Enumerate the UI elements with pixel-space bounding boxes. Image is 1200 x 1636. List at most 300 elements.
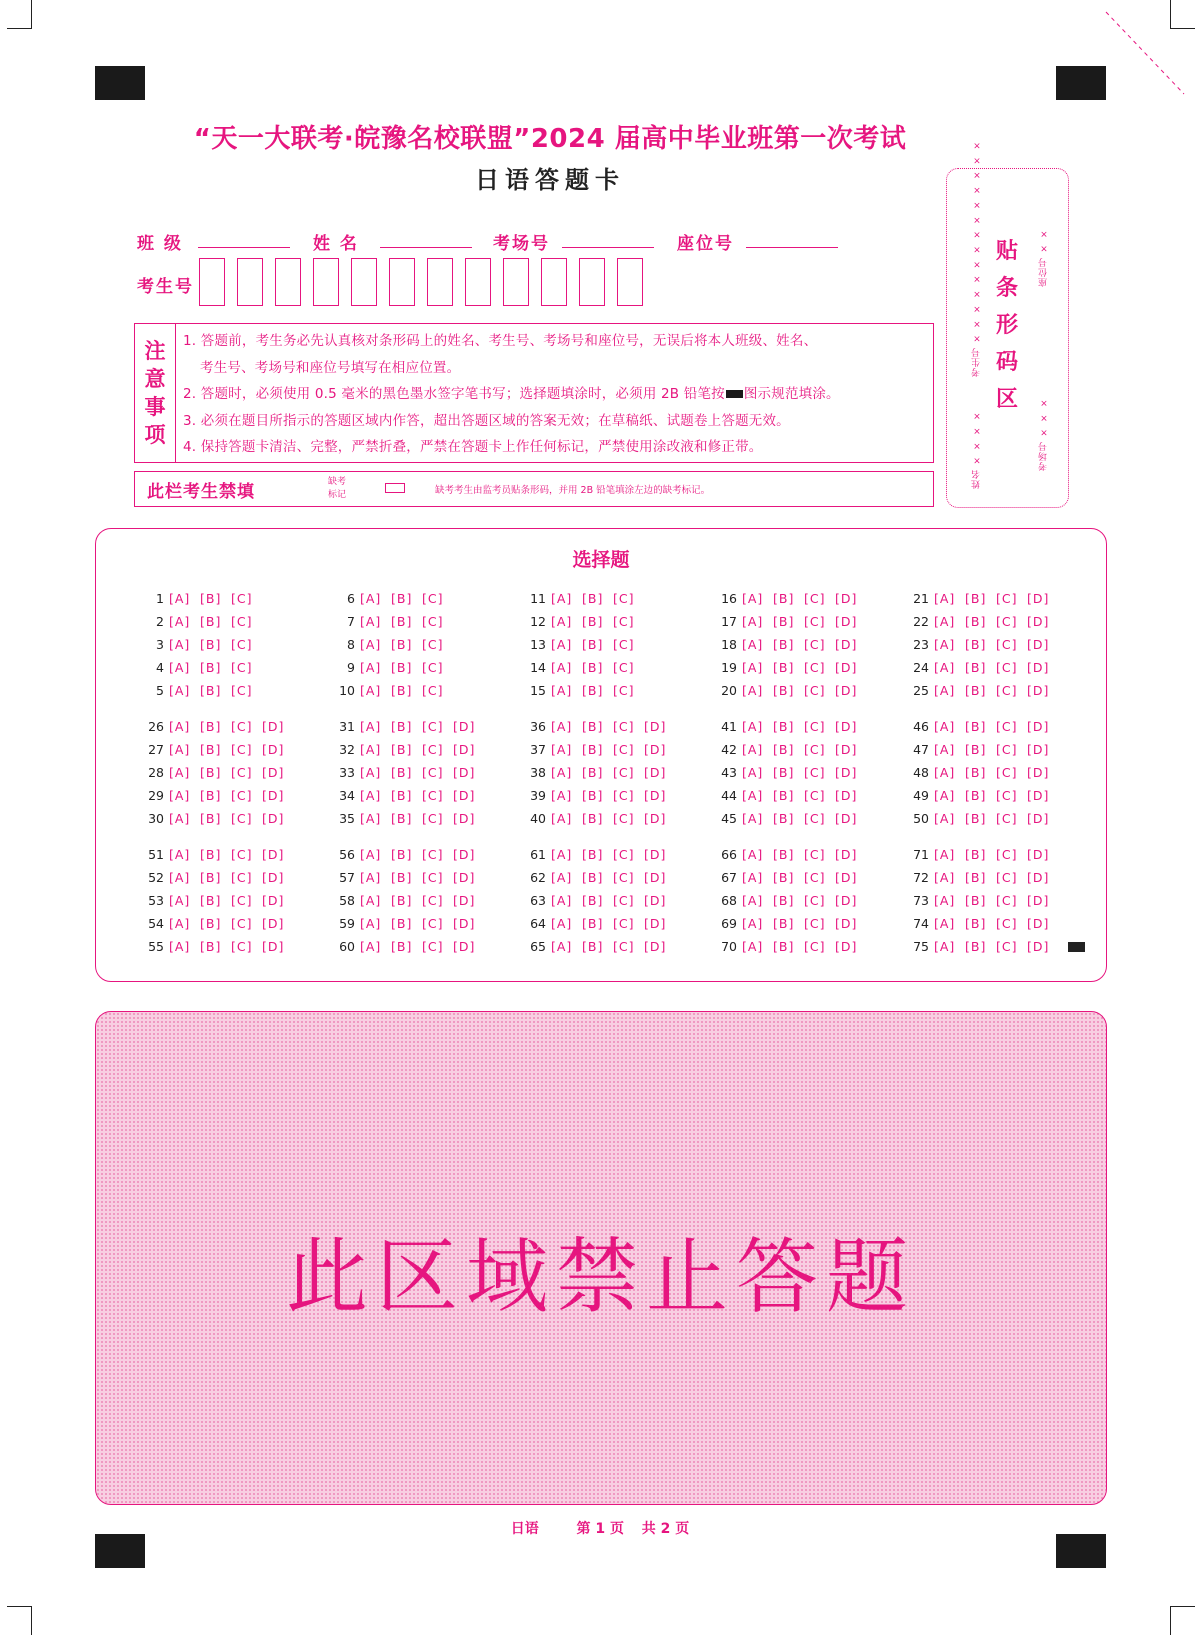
answer-bubble[interactable]: [C] bbox=[231, 788, 253, 803]
answer-bubble[interactable]: [D] bbox=[262, 893, 285, 908]
answer-bubble[interactable]: [A] bbox=[551, 939, 573, 954]
answer-bubble[interactable]: [B] bbox=[773, 847, 795, 862]
answer-bubble[interactable]: [D] bbox=[835, 683, 858, 698]
class-field[interactable] bbox=[198, 247, 290, 248]
answer-bubble[interactable]: [C] bbox=[231, 916, 253, 931]
answer-bubble[interactable]: [C] bbox=[613, 870, 635, 885]
answer-bubble[interactable]: [C] bbox=[613, 765, 635, 780]
answer-bubble[interactable]: [C] bbox=[231, 939, 253, 954]
room-field[interactable] bbox=[562, 247, 654, 248]
answer-bubble[interactable]: [A] bbox=[934, 847, 956, 862]
answer-bubble[interactable]: [D] bbox=[644, 811, 667, 826]
answer-bubble[interactable]: [D] bbox=[1027, 916, 1050, 931]
answer-bubble[interactable]: [B] bbox=[965, 870, 987, 885]
answer-bubble[interactable]: [C] bbox=[996, 660, 1018, 675]
answer-bubble[interactable]: [A] bbox=[360, 847, 382, 862]
answer-bubble[interactable]: [C] bbox=[804, 660, 826, 675]
answer-bubble[interactable]: [A] bbox=[742, 870, 764, 885]
answer-bubble[interactable]: [A] bbox=[169, 742, 191, 757]
answer-bubble[interactable]: [A] bbox=[742, 614, 764, 629]
answer-bubble[interactable]: [C] bbox=[613, 811, 635, 826]
answer-bubble[interactable]: [D] bbox=[1027, 614, 1050, 629]
answer-bubble[interactable]: [B] bbox=[582, 870, 604, 885]
answer-bubble[interactable]: [C] bbox=[613, 847, 635, 862]
answer-bubble[interactable]: [D] bbox=[835, 939, 858, 954]
answer-bubble[interactable]: [A] bbox=[934, 683, 956, 698]
answer-bubble[interactable]: [B] bbox=[773, 683, 795, 698]
answer-bubble[interactable]: [A] bbox=[360, 811, 382, 826]
answer-bubble[interactable]: [A] bbox=[169, 591, 191, 606]
answer-bubble[interactable]: [D] bbox=[835, 719, 858, 734]
answer-bubble[interactable]: [B] bbox=[965, 939, 987, 954]
answer-bubble[interactable]: [A] bbox=[742, 893, 764, 908]
answer-bubble[interactable]: [A] bbox=[360, 939, 382, 954]
answer-bubble[interactable]: [D] bbox=[644, 765, 667, 780]
answer-bubble[interactable]: [D] bbox=[835, 765, 858, 780]
answer-bubble[interactable]: [B] bbox=[773, 788, 795, 803]
answer-bubble[interactable]: [C] bbox=[231, 870, 253, 885]
answer-bubble[interactable]: [C] bbox=[422, 637, 444, 652]
answer-bubble[interactable]: [C] bbox=[422, 870, 444, 885]
answer-bubble[interactable]: [B] bbox=[773, 614, 795, 629]
answer-bubble[interactable]: [D] bbox=[262, 788, 285, 803]
answer-bubble[interactable]: [C] bbox=[996, 719, 1018, 734]
answer-bubble[interactable]: [D] bbox=[644, 939, 667, 954]
answer-bubble[interactable]: [A] bbox=[360, 719, 382, 734]
answer-bubble[interactable]: [A] bbox=[551, 719, 573, 734]
exam-number-digit-box[interactable] bbox=[617, 258, 643, 306]
answer-bubble[interactable]: [A] bbox=[742, 591, 764, 606]
answer-bubble[interactable]: [C] bbox=[422, 742, 444, 757]
answer-bubble[interactable]: [B] bbox=[391, 591, 413, 606]
answer-bubble[interactable]: [C] bbox=[996, 614, 1018, 629]
answer-bubble[interactable]: [B] bbox=[773, 765, 795, 780]
answer-bubble[interactable]: [A] bbox=[742, 811, 764, 826]
answer-bubble[interactable]: [B] bbox=[773, 870, 795, 885]
answer-bubble[interactable]: [C] bbox=[422, 614, 444, 629]
answer-bubble[interactable]: [B] bbox=[582, 637, 604, 652]
answer-bubble[interactable]: [C] bbox=[231, 683, 253, 698]
answer-bubble[interactable]: [A] bbox=[934, 893, 956, 908]
answer-bubble[interactable]: [C] bbox=[804, 847, 826, 862]
answer-bubble[interactable]: [B] bbox=[582, 765, 604, 780]
answer-bubble[interactable]: [B] bbox=[391, 916, 413, 931]
answer-bubble[interactable]: [D] bbox=[453, 870, 476, 885]
answer-bubble[interactable]: [B] bbox=[391, 614, 413, 629]
answer-bubble[interactable]: [A] bbox=[742, 660, 764, 675]
answer-bubble[interactable]: [B] bbox=[391, 660, 413, 675]
answer-bubble[interactable]: [C] bbox=[422, 765, 444, 780]
answer-bubble[interactable]: [B] bbox=[391, 811, 413, 826]
answer-bubble[interactable]: [C] bbox=[231, 742, 253, 757]
answer-bubble[interactable]: [B] bbox=[200, 893, 222, 908]
answer-bubble[interactable]: [B] bbox=[391, 870, 413, 885]
exam-number-digit-box[interactable] bbox=[427, 258, 453, 306]
answer-bubble[interactable]: [A] bbox=[169, 788, 191, 803]
answer-bubble[interactable]: [A] bbox=[742, 788, 764, 803]
answer-bubble[interactable]: [A] bbox=[934, 939, 956, 954]
answer-bubble[interactable]: [C] bbox=[422, 916, 444, 931]
answer-bubble[interactable]: [A] bbox=[551, 660, 573, 675]
answer-bubble[interactable]: [C] bbox=[422, 893, 444, 908]
answer-bubble[interactable]: [A] bbox=[169, 847, 191, 862]
answer-bubble[interactable]: [B] bbox=[582, 614, 604, 629]
answer-bubble[interactable]: [C] bbox=[804, 870, 826, 885]
answer-bubble[interactable]: [A] bbox=[934, 660, 956, 675]
answer-bubble[interactable]: [C] bbox=[422, 939, 444, 954]
answer-bubble[interactable]: [D] bbox=[262, 811, 285, 826]
answer-bubble[interactable]: [B] bbox=[200, 683, 222, 698]
answer-bubble[interactable]: [B] bbox=[582, 788, 604, 803]
exam-number-digit-box[interactable] bbox=[199, 258, 225, 306]
answer-bubble[interactable]: [C] bbox=[613, 719, 635, 734]
answer-bubble[interactable]: [D] bbox=[262, 939, 285, 954]
answer-bubble[interactable]: [D] bbox=[644, 742, 667, 757]
answer-bubble[interactable]: [B] bbox=[200, 719, 222, 734]
answer-bubble[interactable]: [A] bbox=[551, 916, 573, 931]
answer-bubble[interactable]: [A] bbox=[169, 939, 191, 954]
answer-bubble[interactable]: [B] bbox=[391, 742, 413, 757]
answer-bubble[interactable]: [A] bbox=[360, 916, 382, 931]
answer-bubble[interactable]: [A] bbox=[742, 742, 764, 757]
answer-bubble[interactable]: [D] bbox=[1027, 765, 1050, 780]
answer-bubble[interactable]: [D] bbox=[453, 765, 476, 780]
answer-bubble[interactable]: [D] bbox=[262, 870, 285, 885]
answer-bubble[interactable]: [B] bbox=[773, 939, 795, 954]
answer-bubble[interactable]: [A] bbox=[360, 660, 382, 675]
answer-bubble[interactable]: [B] bbox=[200, 660, 222, 675]
answer-bubble[interactable]: [D] bbox=[262, 765, 285, 780]
answer-bubble[interactable]: [D] bbox=[262, 742, 285, 757]
answer-bubble[interactable]: [C] bbox=[613, 683, 635, 698]
answer-bubble[interactable]: [C] bbox=[231, 614, 253, 629]
answer-bubble[interactable]: [C] bbox=[613, 591, 635, 606]
answer-bubble[interactable]: [D] bbox=[835, 893, 858, 908]
answer-bubble[interactable]: [A] bbox=[360, 893, 382, 908]
answer-bubble[interactable]: [C] bbox=[422, 811, 444, 826]
exam-number-digit-box[interactable] bbox=[275, 258, 301, 306]
answer-bubble[interactable]: [A] bbox=[551, 893, 573, 908]
answer-bubble[interactable]: [C] bbox=[996, 637, 1018, 652]
answer-bubble[interactable]: [D] bbox=[644, 916, 667, 931]
answer-bubble[interactable]: [D] bbox=[835, 614, 858, 629]
answer-bubble[interactable]: [B] bbox=[965, 811, 987, 826]
answer-bubble[interactable]: [C] bbox=[996, 591, 1018, 606]
answer-bubble[interactable]: [D] bbox=[1027, 719, 1050, 734]
answer-bubble[interactable]: [B] bbox=[773, 719, 795, 734]
answer-bubble[interactable]: [D] bbox=[1027, 893, 1050, 908]
answer-bubble[interactable]: [B] bbox=[200, 788, 222, 803]
answer-bubble[interactable]: [A] bbox=[934, 870, 956, 885]
answer-bubble[interactable]: [D] bbox=[644, 719, 667, 734]
answer-bubble[interactable]: [C] bbox=[613, 637, 635, 652]
answer-bubble[interactable]: [B] bbox=[965, 893, 987, 908]
answer-bubble[interactable]: [A] bbox=[169, 916, 191, 931]
answer-bubble[interactable]: [D] bbox=[453, 719, 476, 734]
answer-bubble[interactable]: [D] bbox=[1027, 811, 1050, 826]
answer-bubble[interactable]: [B] bbox=[391, 788, 413, 803]
answer-bubble[interactable]: [C] bbox=[804, 683, 826, 698]
answer-bubble[interactable]: [C] bbox=[613, 788, 635, 803]
answer-bubble[interactable]: [A] bbox=[169, 811, 191, 826]
answer-bubble[interactable]: [B] bbox=[965, 637, 987, 652]
answer-bubble[interactable]: [D] bbox=[262, 847, 285, 862]
answer-bubble[interactable]: [A] bbox=[360, 742, 382, 757]
exam-number-digit-box[interactable] bbox=[541, 258, 567, 306]
exam-number-digit-box[interactable] bbox=[579, 258, 605, 306]
answer-bubble[interactable]: [D] bbox=[644, 847, 667, 862]
answer-bubble[interactable]: [B] bbox=[582, 683, 604, 698]
answer-bubble[interactable]: [A] bbox=[360, 870, 382, 885]
answer-bubble[interactable]: [A] bbox=[742, 683, 764, 698]
answer-bubble[interactable]: [C] bbox=[804, 765, 826, 780]
answer-bubble[interactable]: [C] bbox=[804, 742, 826, 757]
answer-bubble[interactable]: [C] bbox=[231, 811, 253, 826]
answer-bubble[interactable]: [B] bbox=[200, 591, 222, 606]
answer-bubble[interactable]: [A] bbox=[934, 591, 956, 606]
answer-bubble[interactable]: [C] bbox=[996, 939, 1018, 954]
exam-number-digit-box[interactable] bbox=[351, 258, 377, 306]
answer-bubble[interactable]: [A] bbox=[169, 683, 191, 698]
answer-bubble[interactable]: [B] bbox=[965, 719, 987, 734]
answer-bubble[interactable]: [D] bbox=[835, 591, 858, 606]
absent-mark-bubble[interactable] bbox=[385, 483, 405, 493]
answer-bubble[interactable]: [C] bbox=[996, 788, 1018, 803]
answer-bubble[interactable]: [B] bbox=[391, 683, 413, 698]
answer-bubble[interactable]: [D] bbox=[1027, 660, 1050, 675]
answer-bubble[interactable]: [B] bbox=[200, 811, 222, 826]
answer-bubble[interactable]: [C] bbox=[804, 916, 826, 931]
answer-bubble[interactable]: [D] bbox=[835, 916, 858, 931]
answer-bubble[interactable]: [A] bbox=[934, 765, 956, 780]
answer-bubble[interactable]: [C] bbox=[996, 847, 1018, 862]
answer-bubble[interactable]: [D] bbox=[1027, 683, 1050, 698]
answer-bubble[interactable]: [C] bbox=[613, 742, 635, 757]
answer-bubble[interactable]: [B] bbox=[773, 893, 795, 908]
answer-bubble[interactable]: [A] bbox=[169, 893, 191, 908]
answer-bubble[interactable]: [C] bbox=[422, 719, 444, 734]
answer-bubble[interactable]: [C] bbox=[422, 788, 444, 803]
answer-bubble[interactable]: [A] bbox=[360, 683, 382, 698]
answer-bubble[interactable]: [B] bbox=[582, 916, 604, 931]
answer-bubble[interactable]: [D] bbox=[835, 660, 858, 675]
answer-bubble[interactable]: [D] bbox=[835, 742, 858, 757]
answer-bubble[interactable]: [B] bbox=[391, 847, 413, 862]
answer-bubble[interactable]: [D] bbox=[644, 870, 667, 885]
answer-bubble[interactable]: [C] bbox=[996, 916, 1018, 931]
answer-bubble[interactable]: [C] bbox=[613, 614, 635, 629]
answer-bubble[interactable]: [D] bbox=[453, 742, 476, 757]
answer-bubble[interactable]: [B] bbox=[773, 811, 795, 826]
answer-bubble[interactable]: [A] bbox=[551, 614, 573, 629]
answer-bubble[interactable]: [B] bbox=[965, 614, 987, 629]
answer-bubble[interactable]: [D] bbox=[262, 719, 285, 734]
answer-bubble[interactable]: [B] bbox=[773, 591, 795, 606]
answer-bubble[interactable]: [A] bbox=[551, 788, 573, 803]
answer-bubble[interactable]: [A] bbox=[934, 916, 956, 931]
answer-bubble[interactable]: [D] bbox=[1027, 637, 1050, 652]
answer-bubble[interactable]: [C] bbox=[804, 811, 826, 826]
answer-bubble[interactable]: [C] bbox=[804, 893, 826, 908]
answer-bubble[interactable]: [B] bbox=[582, 719, 604, 734]
answer-bubble[interactable]: [B] bbox=[965, 742, 987, 757]
answer-bubble[interactable]: [B] bbox=[582, 939, 604, 954]
answer-bubble[interactable]: [A] bbox=[551, 811, 573, 826]
answer-bubble[interactable]: [B] bbox=[582, 847, 604, 862]
answer-bubble[interactable]: [C] bbox=[231, 893, 253, 908]
answer-bubble[interactable]: [C] bbox=[996, 683, 1018, 698]
answer-bubble[interactable]: [B] bbox=[965, 788, 987, 803]
answer-bubble[interactable]: [D] bbox=[835, 811, 858, 826]
answer-bubble[interactable]: [B] bbox=[582, 811, 604, 826]
answer-bubble[interactable]: [D] bbox=[835, 637, 858, 652]
answer-bubble[interactable]: [D] bbox=[453, 939, 476, 954]
answer-bubble[interactable]: [D] bbox=[1027, 870, 1050, 885]
answer-bubble[interactable]: [A] bbox=[551, 847, 573, 862]
answer-bubble[interactable]: [A] bbox=[551, 742, 573, 757]
answer-bubble[interactable]: [C] bbox=[804, 614, 826, 629]
answer-bubble[interactable]: [B] bbox=[582, 893, 604, 908]
answer-bubble[interactable]: [B] bbox=[200, 916, 222, 931]
answer-bubble[interactable]: [C] bbox=[996, 811, 1018, 826]
answer-bubble[interactable]: [B] bbox=[965, 591, 987, 606]
answer-bubble[interactable]: [D] bbox=[644, 788, 667, 803]
answer-bubble[interactable]: [B] bbox=[200, 939, 222, 954]
answer-bubble[interactable]: [B] bbox=[582, 591, 604, 606]
answer-bubble[interactable]: [C] bbox=[804, 939, 826, 954]
answer-bubble[interactable]: [A] bbox=[934, 742, 956, 757]
answer-bubble[interactable]: [B] bbox=[582, 660, 604, 675]
answer-bubble[interactable]: [A] bbox=[551, 765, 573, 780]
answer-bubble[interactable]: [D] bbox=[835, 788, 858, 803]
answer-bubble[interactable]: [A] bbox=[551, 870, 573, 885]
answer-bubble[interactable]: [B] bbox=[391, 765, 413, 780]
answer-bubble[interactable]: [C] bbox=[231, 719, 253, 734]
answer-bubble[interactable]: [A] bbox=[551, 591, 573, 606]
exam-number-digit-box[interactable] bbox=[465, 258, 491, 306]
answer-bubble[interactable]: [A] bbox=[360, 591, 382, 606]
answer-bubble[interactable]: [A] bbox=[742, 916, 764, 931]
answer-bubble[interactable]: [B] bbox=[582, 742, 604, 757]
answer-bubble[interactable]: [B] bbox=[391, 893, 413, 908]
answer-bubble[interactable]: [C] bbox=[804, 719, 826, 734]
answer-bubble[interactable]: [B] bbox=[200, 870, 222, 885]
seat-field[interactable] bbox=[746, 247, 838, 248]
answer-bubble[interactable]: [B] bbox=[200, 847, 222, 862]
answer-bubble[interactable]: [B] bbox=[965, 660, 987, 675]
answer-bubble[interactable]: [C] bbox=[231, 660, 253, 675]
answer-bubble[interactable]: [C] bbox=[996, 893, 1018, 908]
answer-bubble[interactable]: [A] bbox=[742, 719, 764, 734]
answer-bubble[interactable]: [A] bbox=[360, 637, 382, 652]
answer-bubble[interactable]: [D] bbox=[1027, 742, 1050, 757]
answer-bubble[interactable]: [A] bbox=[360, 614, 382, 629]
answer-bubble[interactable]: [A] bbox=[934, 811, 956, 826]
answer-bubble[interactable]: [B] bbox=[773, 660, 795, 675]
answer-bubble[interactable]: [A] bbox=[551, 683, 573, 698]
answer-bubble[interactable]: [B] bbox=[200, 742, 222, 757]
answer-bubble[interactable]: [C] bbox=[613, 660, 635, 675]
answer-bubble[interactable]: [B] bbox=[200, 765, 222, 780]
answer-bubble[interactable]: [B] bbox=[965, 916, 987, 931]
answer-bubble[interactable]: [D] bbox=[1027, 788, 1050, 803]
answer-bubble[interactable]: [D] bbox=[453, 893, 476, 908]
answer-bubble[interactable]: [A] bbox=[742, 637, 764, 652]
answer-bubble[interactable]: [A] bbox=[742, 847, 764, 862]
answer-bubble[interactable]: [A] bbox=[169, 870, 191, 885]
name-field[interactable] bbox=[380, 247, 472, 248]
answer-bubble[interactable]: [A] bbox=[551, 637, 573, 652]
answer-bubble[interactable]: [B] bbox=[200, 614, 222, 629]
answer-bubble[interactable]: [C] bbox=[613, 893, 635, 908]
answer-bubble[interactable]: [B] bbox=[965, 683, 987, 698]
answer-bubble[interactable]: [D] bbox=[1027, 591, 1050, 606]
answer-bubble[interactable]: [D] bbox=[453, 916, 476, 931]
answer-bubble[interactable]: [C] bbox=[613, 939, 635, 954]
answer-bubble[interactable]: [B] bbox=[391, 719, 413, 734]
answer-bubble[interactable]: [A] bbox=[934, 614, 956, 629]
answer-bubble[interactable]: [D] bbox=[1027, 939, 1050, 954]
answer-bubble[interactable]: [C] bbox=[613, 916, 635, 931]
answer-bubble[interactable]: [C] bbox=[422, 683, 444, 698]
answer-bubble[interactable]: [C] bbox=[231, 591, 253, 606]
answer-bubble[interactable]: [D] bbox=[1027, 847, 1050, 862]
answer-bubble[interactable]: [C] bbox=[804, 788, 826, 803]
answer-bubble[interactable]: [C] bbox=[804, 591, 826, 606]
answer-bubble[interactable]: [A] bbox=[934, 719, 956, 734]
answer-bubble[interactable]: [B] bbox=[773, 637, 795, 652]
answer-bubble[interactable]: [A] bbox=[169, 614, 191, 629]
answer-bubble[interactable]: [C] bbox=[996, 870, 1018, 885]
exam-number-digit-box[interactable] bbox=[503, 258, 529, 306]
exam-number-digit-box[interactable] bbox=[237, 258, 263, 306]
answer-bubble[interactable]: [A] bbox=[169, 765, 191, 780]
answer-bubble[interactable]: [C] bbox=[231, 765, 253, 780]
answer-bubble[interactable]: [B] bbox=[965, 765, 987, 780]
answer-bubble[interactable]: [A] bbox=[169, 719, 191, 734]
answer-bubble[interactable]: [C] bbox=[422, 591, 444, 606]
answer-bubble[interactable]: [D] bbox=[644, 893, 667, 908]
exam-number-digit-box[interactable] bbox=[313, 258, 339, 306]
answer-bubble[interactable]: [A] bbox=[360, 765, 382, 780]
answer-bubble[interactable]: [C] bbox=[422, 660, 444, 675]
answer-bubble[interactable]: [A] bbox=[169, 637, 191, 652]
exam-number-digit-box[interactable] bbox=[389, 258, 415, 306]
answer-bubble[interactable]: [B] bbox=[200, 637, 222, 652]
answer-bubble[interactable]: [C] bbox=[422, 847, 444, 862]
answer-bubble[interactable]: [B] bbox=[773, 742, 795, 757]
answer-bubble[interactable]: [C] bbox=[996, 765, 1018, 780]
answer-bubble[interactable]: [C] bbox=[804, 637, 826, 652]
answer-bubble[interactable]: [C] bbox=[231, 637, 253, 652]
answer-bubble[interactable]: [A] bbox=[934, 788, 956, 803]
answer-bubble[interactable]: [A] bbox=[742, 765, 764, 780]
answer-bubble[interactable]: [D] bbox=[453, 847, 476, 862]
answer-bubble[interactable]: [A] bbox=[169, 660, 191, 675]
answer-bubble[interactable]: [B] bbox=[773, 916, 795, 931]
answer-bubble[interactable]: [A] bbox=[934, 637, 956, 652]
answer-bubble[interactable]: [A] bbox=[742, 939, 764, 954]
answer-bubble[interactable]: [D] bbox=[835, 847, 858, 862]
answer-bubble[interactable]: [A] bbox=[360, 788, 382, 803]
answer-bubble[interactable]: [D] bbox=[453, 811, 476, 826]
answer-bubble[interactable]: [B] bbox=[965, 847, 987, 862]
answer-bubble[interactable]: [D] bbox=[835, 870, 858, 885]
answer-bubble[interactable]: [C] bbox=[231, 847, 253, 862]
answer-bubble[interactable]: [D] bbox=[453, 788, 476, 803]
answer-bubble[interactable]: [B] bbox=[391, 939, 413, 954]
answer-bubble[interactable]: [D] bbox=[262, 916, 285, 931]
